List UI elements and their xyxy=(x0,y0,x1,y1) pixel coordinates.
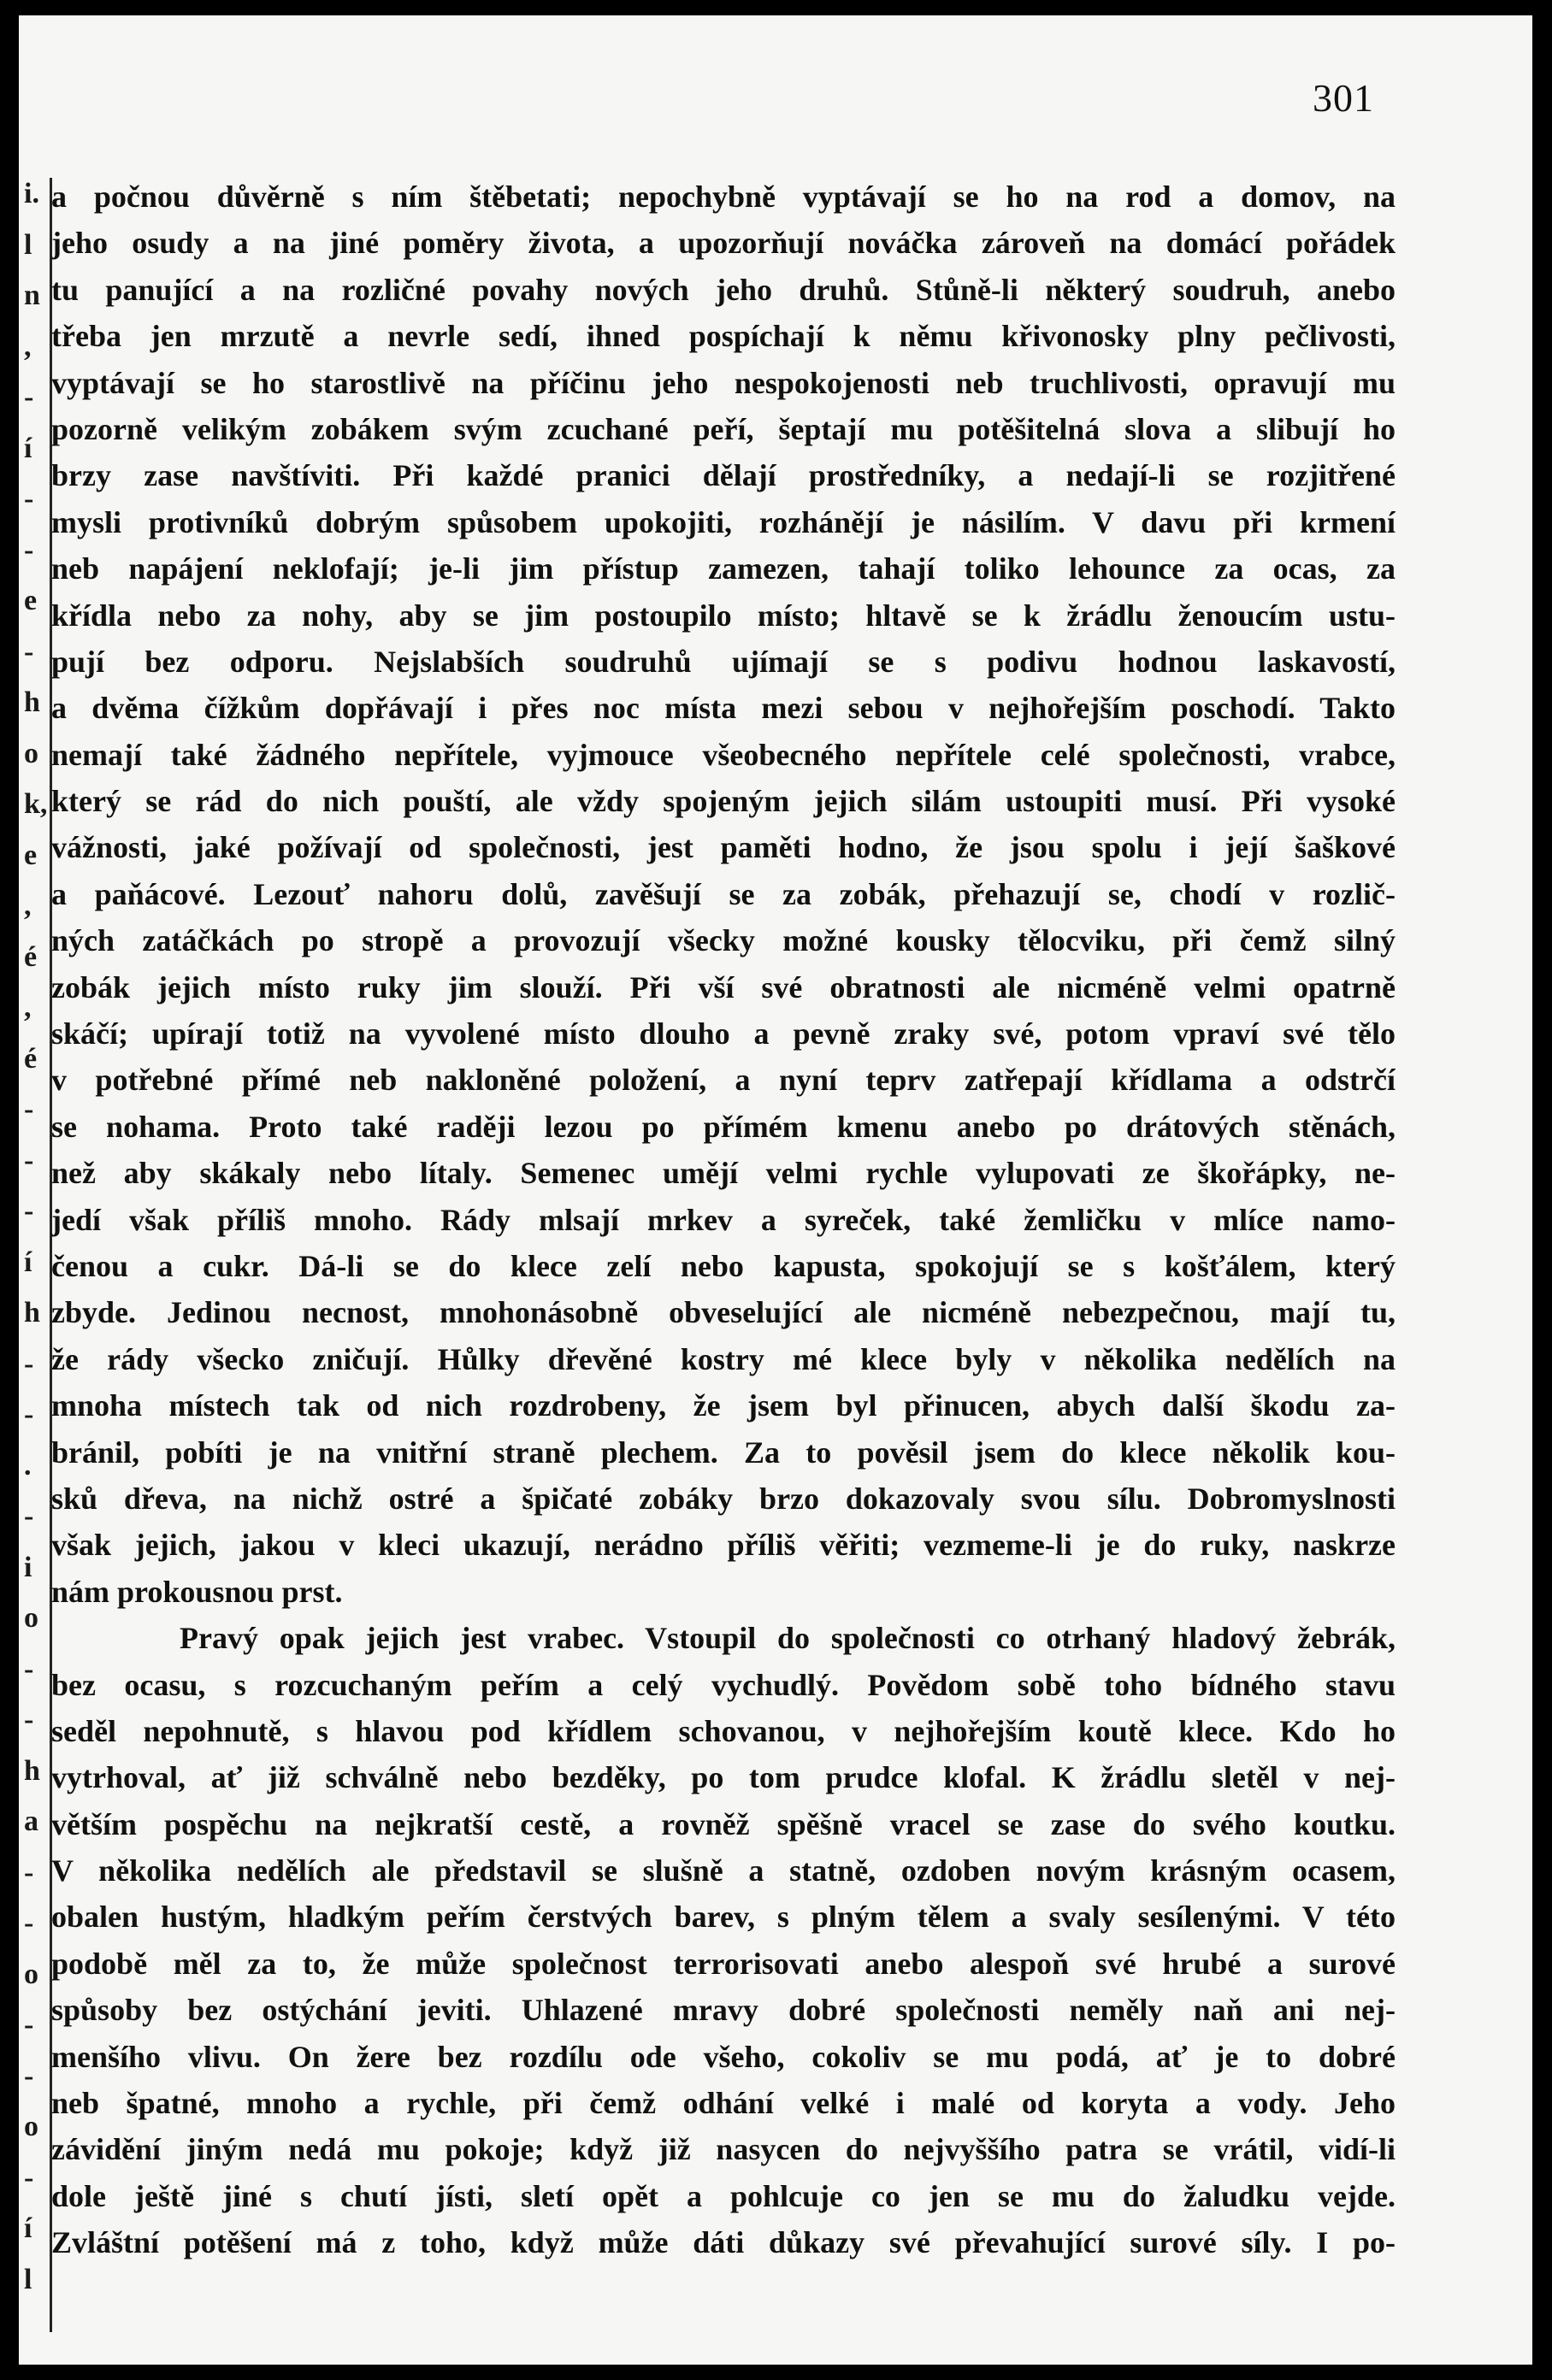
text-line: menšího vlivu. On žere bez rozdílu ode všeho, cokoliv se mu podá, ať je to dobré xyxy=(51,2039,1396,2074)
text-line: zobák jejich místo ruky jim slouží. Při vší své obratnosti ale nicméně velmi opatrně xyxy=(51,969,1396,1004)
margin-fragment: í xyxy=(24,432,32,464)
margin-fragment: h xyxy=(24,1754,40,1787)
text-line: jedí však příliš mnoho. Rády mlsají mrkev a syreček, také žemličku v mlíce namo- xyxy=(51,1202,1396,1237)
text-line: a paňácové. Lezouť nahoru dolů, zavěšují se za zobák, přehazují se, chodí v rozlič- xyxy=(51,876,1396,911)
margin-fragment: . xyxy=(24,1449,32,1482)
margin-fragment: o xyxy=(24,1602,38,1634)
margin-fragment: , xyxy=(24,890,32,922)
margin-fragment: é xyxy=(24,1042,38,1075)
text-line: mysli protivníků dobrým spůsobem upokojiti, rozhánějí je násilím. V davu při krmení xyxy=(51,504,1396,539)
margin-fragment: e xyxy=(24,585,38,616)
text-line: obalen hustým, hladkým peřím čerstvých barev, s plným tělem a svaly sesílenými. V této xyxy=(51,1900,1396,1935)
margin-fragment: l xyxy=(24,2263,32,2295)
margin-fragment: - xyxy=(24,1144,34,1176)
text-line: dole ještě jiné s chutí jísti, sletí opět a pohlcuje co jen se mu do žaludku vejde. xyxy=(51,2178,1396,2213)
text-line: mnoha místech tak od nich rozdrobeny, že jsem byl přinucen, abych další škodu za- xyxy=(51,1388,1396,1423)
body-text xyxy=(51,174,1396,2266)
text-line: neb napájení neklofají; je-li jim přístup zamezen, tahají toliko lehounce za ocas, za xyxy=(51,551,1396,586)
margin-fragment: - xyxy=(24,1907,34,1939)
margin-fragment: , xyxy=(24,330,32,362)
margin-fragment: - xyxy=(24,635,34,668)
margin-fragment: - xyxy=(24,1195,34,1227)
margin-fragment: - xyxy=(24,1652,34,1685)
margin-fragment: - xyxy=(24,1347,34,1380)
text-line: a dvěma čížkům dopřávají i přes noc místa mezi sebou v nejhořejším poschodí. Takto xyxy=(51,691,1396,726)
text-line: podobě měl za to, že může společnost terrorisovati anebo alespoň své hrubé a surové xyxy=(51,1946,1396,1981)
text-line: spůsoby bez ostýchání jeviti. Uhlazené mravy dobré společnosti neměly naň ani nej- xyxy=(51,1993,1396,2028)
text-line: Zvláštní potěšení má z toho, když může dáti důkazy své převahující surové síly. I po- xyxy=(51,2225,1396,2260)
text-line: bez ocasu, s rozcuchaným peřím a celý vychudlý. Povědom sobě toho bídného stavu xyxy=(51,1667,1396,1702)
text-line: zbyde. Jedinou necnost, mnohonásobně obveselující ale nicméně nebezpečnou, mají tu, xyxy=(51,1295,1396,1330)
text-line: neb špatné, mnoho a rychle, při čemž odhání velké i malé od koryta a vody. Jeho xyxy=(51,2086,1396,2121)
margin-fragment: l xyxy=(24,228,32,261)
margin-fragment: h xyxy=(24,1297,40,1328)
page-number: 301 xyxy=(1313,76,1374,120)
margin-fragment: - xyxy=(24,1500,34,1532)
margin-fragment: k, xyxy=(24,788,48,820)
text-line: závidění jiným nedá mu pokoje; když již nasycen do nejvyššího patra se vrátil, vidí-li xyxy=(51,2132,1396,2167)
text-line: skáčí; upírají totiž na vyvolené místo dlouho a pevně zraky své, potom vpraví své tělo xyxy=(51,1016,1396,1052)
text-line: nemají také žádného nepřítele, vyjmouce všeobecného nepřítele celé společnosti, vrabce, xyxy=(51,737,1396,772)
text-line: větším pospěchu na nejkratší cestě, a rovněž spěšně vracel se zase do svého koutku. xyxy=(51,1806,1396,1841)
margin-fragment: o xyxy=(24,737,38,769)
text-line: pozorně velikým zobákem svým zcuchané peří, šeptají mu potěšitelná slova a slibují ho xyxy=(51,411,1396,446)
margin-fragment: - xyxy=(24,1704,34,1735)
margin-fragment: - xyxy=(24,1093,34,1125)
margin-fragment: h xyxy=(24,686,40,718)
text-line: seděl nepohnutě, s hlavou pod křídlem schovanou, v nejhořejším koutě klece. Kdo ho xyxy=(51,1713,1396,1748)
margin-fragment: í xyxy=(24,1246,32,1278)
text-line: bránil, pobíti je na vnitřní straně plechem. Za to pověsil jsem do klece několik kou- xyxy=(51,1434,1396,1470)
margin-fragment: a xyxy=(24,1806,38,1837)
text-line: čenou a cukr. Dá-li se do klece zelí nebo kapusta, spokojují se s košťálem, který xyxy=(51,1248,1396,1283)
text-line: Pravý opak jejich jest vrabec. Vstoupil do společnosti co otrhaný hladový žebrák, xyxy=(180,1621,1396,1656)
text-line: V několika nedělích ale představil se slušně a statně, ozdoben novým krásným ocasem, xyxy=(51,1853,1396,1888)
text-line: tu panující a na rozličné povahy nových jeho druhů. Stůně-li některý soudruh, anebo xyxy=(51,272,1396,307)
scan-border-left xyxy=(0,0,19,2380)
margin-fragment: o xyxy=(24,2111,38,2142)
text-line: než aby skákaly nebo lítaly. Semenec umějí velmi rychle vylupovati ze škořápky, ne- xyxy=(51,1156,1396,1191)
text-line: vážnosti, jaké požívají od společnosti, jest paměti hodno, že jsou spolu i její šaškové xyxy=(51,830,1396,865)
text-line: brzy zase navštíviti. Při každé pranici dělají prostředníky, a nedají-li se rozjitřené xyxy=(51,458,1396,493)
margin-fragment: - xyxy=(24,1399,34,1430)
text-line: křídla nebo za nohy, aby se jim postoupilo místo; hltavě se k žrádlu ženoucím ustu- xyxy=(51,598,1396,633)
margin-fragment: - xyxy=(24,483,34,515)
margin-fragment: , xyxy=(24,992,32,1023)
margin-fragment: é xyxy=(24,940,38,973)
text-line: jeho osudy a na jiné poměry života, a upozorňují nováčka zároveň na domácí pořádek xyxy=(51,226,1396,261)
text-line: třeba jen mrzutě a nevrle sedí, ihned pospíchají k němu křivonosky plny pečlivosti, xyxy=(51,319,1396,354)
text-line: sků dřeva, na nichž ostré a špičaté zobáky brzo dokazovaly svou sílu. Dobromyslnosti xyxy=(51,1481,1396,1516)
text-line: vyptávají se ho starostlivě na příčinu jeho nespokojenosti neb truchlivosti, opravují mu xyxy=(51,365,1396,400)
margin-fragment: o xyxy=(24,1958,38,1990)
text-line: nám prokousnou prst. xyxy=(51,1574,343,1609)
text-line: že rády všecko zničují. Hůlky dřevěné kostry mé klece byly v několika nedělích na xyxy=(51,1341,1396,1376)
margin-fragment: i xyxy=(24,1551,32,1583)
margin-fragment: - xyxy=(24,2059,34,2092)
margin-fragment: - xyxy=(24,2161,34,2194)
text-line: a počnou důvěrně s ním štěbetati; nepochybně vyptávají se ho na rod a domov, na xyxy=(51,180,1396,214)
margin-fragment: - xyxy=(24,533,34,566)
margin-fragment: - xyxy=(24,381,34,413)
text-line: ných zatáčkách po stropě a provozují všecky možné kousky tělocviku, při čemž silný xyxy=(51,923,1396,958)
text-line: vytrhoval, ať již schválně nebo bezděky, po tom prudce klofal. K žrádlu sletěl v nej- xyxy=(51,1760,1396,1795)
book-page xyxy=(19,15,1532,2365)
margin-fragment: - xyxy=(24,2009,34,2041)
text-line: který se rád do nich pouští, ale vždy spojeným jejich silám ustoupiti musí. Při vysoké xyxy=(51,784,1396,819)
text-line: v potřebné přímé neb nakloněné položení, a nyní teprv zatřepají křídlama a odstrčí xyxy=(51,1063,1396,1098)
text-line: se nohama. Proto také raději lezou po přímém kmenu anebo po drátových stěnách, xyxy=(51,1109,1396,1144)
margin-fragment: e xyxy=(24,839,38,871)
margin-fragment: n xyxy=(24,280,40,311)
text-line: však jejich, jakou v kleci ukazují, nerádno příliš věřiti; vezmeme-li je do ruky, naskrze xyxy=(51,1528,1396,1563)
text-line: pují bez odporu. Nejslabších soudruhů ujímají se s podivu hodnou laskavostí, xyxy=(51,644,1396,679)
margin-fragment: í xyxy=(24,2212,32,2244)
margin-fragment: - xyxy=(24,1856,34,1888)
margin-fragment: i. xyxy=(24,178,39,209)
